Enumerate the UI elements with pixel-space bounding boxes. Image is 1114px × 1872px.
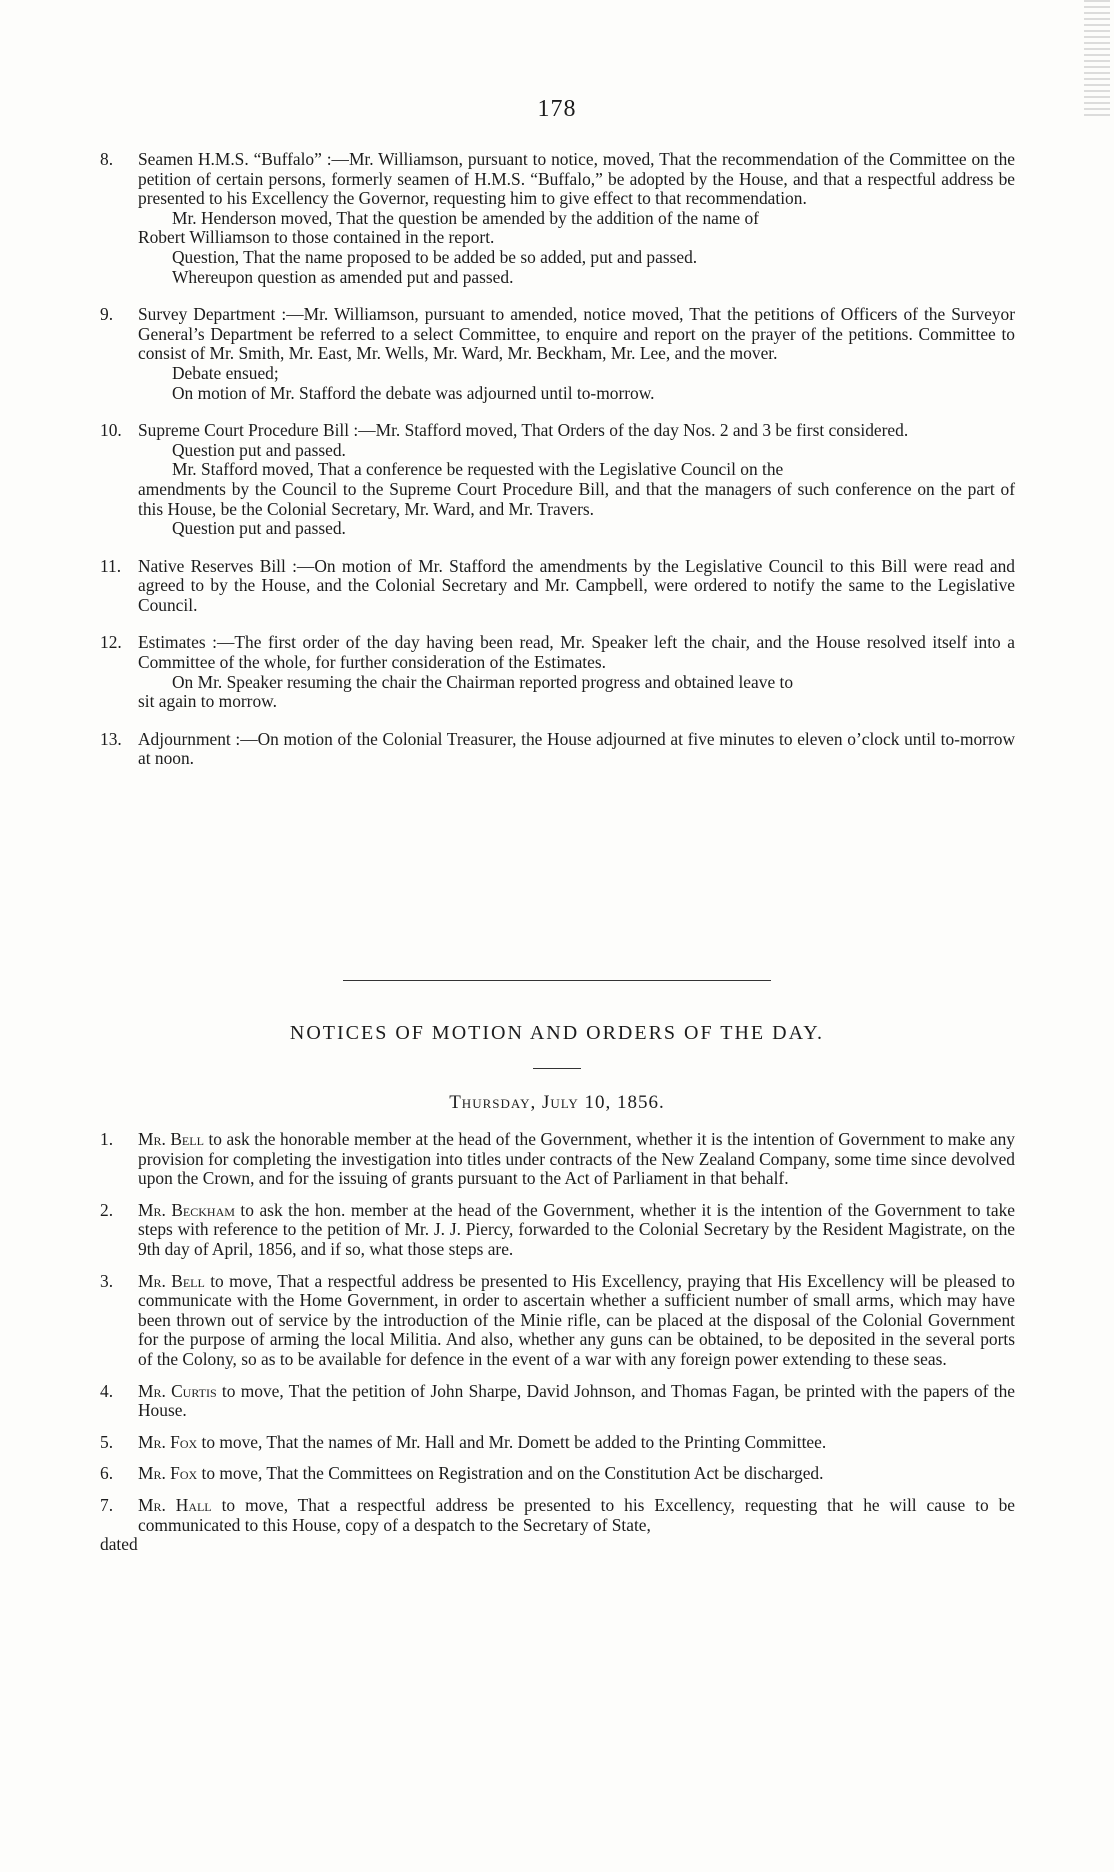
proceeding-item-9 [100,305,1015,403]
item-continuation: amendments by the Council to the Supreme Court Procedure Bill, and that the managers of such conference on the part of this House, be the Colonial Secretary, Mr. Ward, and Mr. Travers. [138,478,1015,519]
item-text: Adjournment :—On motion of the Colonial Treasurer, the House adjourned at five minutes to eleven o’clock until to-morrow at noon. [138,728,1015,769]
notice-text: to ask the honorable member at the head of the Government, whether it is the intention of Government to make any provision for completing the investigation into titles under contracts of the New Zealand Company, some time since devolved upon the Crown, and for the issuing of grants pursuant to the Act of Parliament in that behalf. [138,1129,1015,1189]
item-number: 8. [100,149,114,169]
item-number: 13. [100,728,122,749]
notice-item-2 [100,1201,1015,1260]
notice-number: 1. [100,1129,114,1149]
notice-item-4 [100,1382,1015,1421]
item-continuation: Robert Williamson to those contained in the report. [138,227,495,248]
notice-text: to move, That the names of Mr. Hall and Mr. Domett be added to the Printing Committee. [197,1431,827,1452]
notice-number: 3. [100,1270,114,1291]
proceeding-item-8 [100,150,1015,287]
notice-text: to ask the hon. member at the head of the Government, whether it is the intention of the Government to take steps with reference to the petition of Mr. J. J. Piercy, forwarded to the Colonial Secretary by the Resident Magistrate, on the 9th day of April, 1856, and if so, what those steps are. [138,1199,1015,1259]
item-paragraph: Question, That the name proposed to be added be so added, put and passed. [172,246,698,267]
notice-member: Mr. Bell [138,1129,204,1149]
item-paragraph: On motion of Mr. Stafford the debate was adjourned until to-morrow. [172,382,655,403]
item-continuation: sit again to morrow. [138,691,277,712]
proceeding-item-10 [100,421,1015,539]
notice-member: Mr. Hall [138,1494,212,1515]
item-paragraph: Question put and passed. [172,518,346,539]
notice-member: Mr. Fox [138,1463,198,1484]
item-paragraph: Question put and passed. [172,439,346,460]
section-divider [343,980,771,981]
item-paragraph: Debate ensued; [172,362,279,383]
item-number: 9. [100,304,114,325]
notice-member: Mr. Bell [138,1270,205,1291]
proceedings-section [100,150,1015,769]
notice-member: Mr. Beckham [138,1199,235,1220]
notice-text: to move, That a respectful address be presented to His Excellency, praying that His Excellency will be pleased to communicate with the Home Government, in order to ascertain whether a sufficient number of small arms, which may have been thrown out of service by the introduction of the Minie rifle, can be placed at the disposal of the Colonial Government for the purpose of arming the local Militia. And also, whether any guns can be obtained, to be deposited in the several ports of the Colony, so as to be available for defence in the event of a war with any foreign power extending to these seas. [138,1270,1015,1369]
notice-text: to move, That a respectful address be presented to his Excellency, requesting that he will cause to be communicated to this House, copy of a despatch to the Secretary of State, [138,1494,1015,1535]
notice-item-1 [100,1130,1015,1189]
notice-number: 5. [100,1431,114,1452]
proceeding-item-12 [100,633,1015,711]
page-number: 178 [537,96,577,122]
notices-section [100,1130,1015,1555]
item-number: 12. [100,632,122,653]
notice-item-6 [100,1464,1015,1484]
item-text: Estimates :—The first order of the day having been read, Mr. Speaker left the chair, and the House resolved itself into a Committee of the whole, for further consideration of the Estimates. [138,632,1015,673]
proceeding-item-13 [100,730,1015,769]
notice-member: Mr. Fox [138,1431,198,1452]
notices-heading: NOTICES OF MOTION AND ORDERS OF THE DAY. [289,1022,825,1044]
notice-item-7 [100,1496,1015,1555]
item-text: Native Reserves Bill :—On motion of Mr. Stafford the amendments by the Legislative Council to this Bill were read and agreed to by the House, and the Colonial Secretary and Mr. Campbell, were ordered to notify the same to the Legislative Council. [138,555,1015,615]
catchword: dated [100,1534,138,1555]
notice-number: 4. [100,1380,114,1401]
notice-item-5 [100,1433,1015,1453]
item-paragraph: Mr. Stafford moved, That a conference be requested with the Legislative Council on the [172,459,784,480]
item-text: Seamen H.M.S. “Buffalo” :—Mr. Williamson, pursuant to notice, moved, That the recommendation of the Committee on the petition of certain persons, formerly seamen of H.M.S. “Buffalo,” be adopted by the House, and that a respectful address be presented to his Excellency the Governor, requesting him to give effect to that recommendation. [138,149,1015,209]
notice-text: to move, That the Committees on Registration and on the Constitution Act be discharged. [197,1463,824,1484]
item-text: Supreme Court Procedure Bill :—Mr. Stafford moved, That Orders of the day Nos. 2 and 3 be first considered. [138,420,909,441]
notice-number: 7. [100,1494,114,1515]
short-divider [533,1068,581,1069]
item-number: 10. [100,420,122,441]
item-paragraph: On Mr. Speaker resuming the chair the Chairman reported progress and obtained leave to [172,671,794,692]
item-text: Survey Department :—Mr. Williamson, pursuant to amended, notice moved, That the petitions of Officers of the Surveyor General’s Department be referred to a select Committee, to enquire and report on the prayer of the petitions. Committee to consist of Mr. Smith, Mr. East, Mr. Wells, Mr. Ward, Mr. Beckham, Mr. Lee, and the mover. [138,304,1015,364]
notice-text: to move, That the petition of John Sharpe, David Johnson, and Thomas Fagan, be printed with the papers of the House. [138,1380,1015,1421]
notice-number: 6. [100,1463,114,1484]
item-paragraph: Whereupon question as amended put and passed. [172,266,514,287]
notices-date [0,1092,1114,1114]
item-number: 11. [100,555,122,576]
notice-number: 2. [100,1199,114,1220]
notices-date-text: Thursday, July 10, 1856. [449,1092,665,1113]
notice-item-3 [100,1272,1015,1370]
proceeding-item-11 [100,557,1015,616]
notice-member: Mr. Curtis [138,1380,217,1401]
item-paragraph: Mr. Henderson moved, That the question be amended by the addition of the name of [172,207,759,228]
